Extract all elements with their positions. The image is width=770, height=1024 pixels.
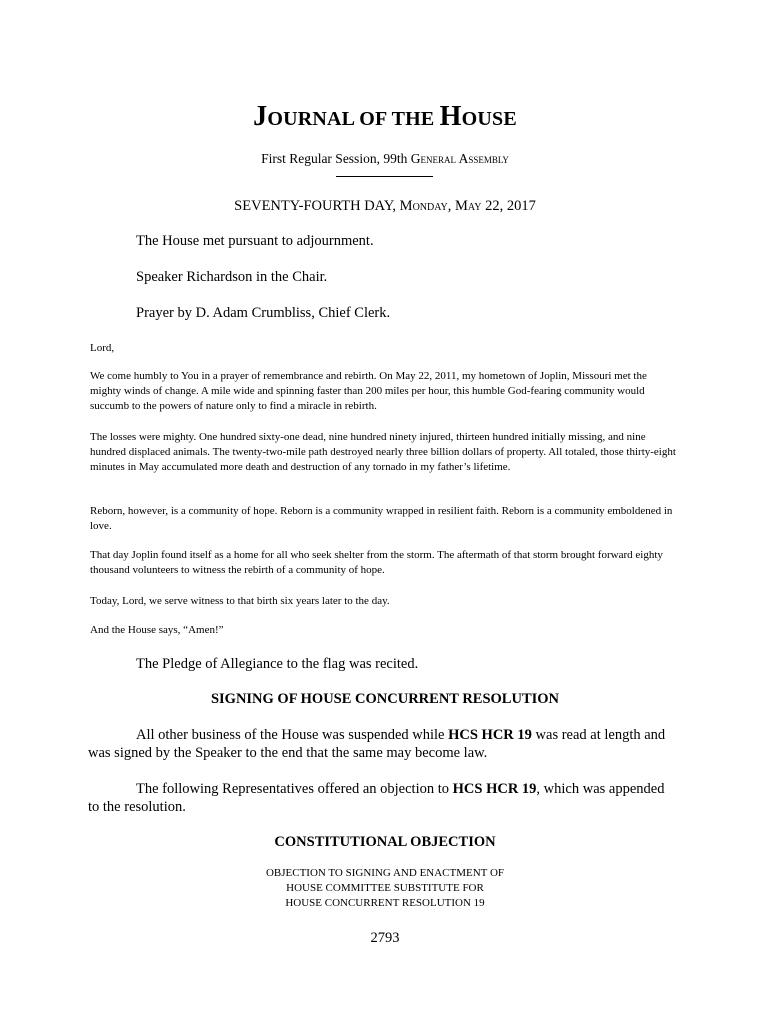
signing-heading: SIGNING OF HOUSE CONCURRENT RESOLUTION <box>210 691 560 707</box>
objection-heading: CONSTITUTIONAL OBJECTION <box>274 834 496 850</box>
intro-adjournment: The House met pursuant to adjournment. <box>136 233 374 249</box>
journal-title: JOURNAL OF THE HOUSE <box>253 101 517 132</box>
resolution-reference: HCS HCR 19 <box>448 727 532 743</box>
intro-speaker: Speaker Richardson in the Chair. <box>136 269 328 285</box>
pledge-line: The Pledge of Allegiance to the flag was recited. <box>136 656 419 672</box>
objection-line-2: HOUSE COMMITTEE SUBSTITUTE FOR <box>286 882 484 894</box>
objection-line-1: OBJECTION TO SIGNING AND ENACTMENT OF <box>265 867 505 879</box>
title-rule <box>336 176 433 177</box>
prayer-paragraph-3: Reborn, however, is a community of hope. Reborn is a community wrapped in resilient faith. Reborn is a community emboldened in love. <box>90 505 673 532</box>
objection-line-3: HOUSE CONCURRENT RESOLUTION 19 <box>285 897 485 909</box>
prayer-paragraph-1: We come humbly to You in a prayer of remembrance and rebirth. On May 22, 2011, my hometown of Joplin, Missouri met the mighty winds of change. A mile wide and spinning faster than 200 miles per hour, this humble God-fearing community would succumb to the powers of nature only to find a miracle in rebirth. <box>90 370 647 412</box>
signing-paragraph-1: All other business of the House was suspended while HCS HCR 19 was read at length and was signed by the Speaker to the end that the same may become law. <box>88 727 666 761</box>
day-line: SEVENTY-FOURTH DAY, Monday, May 22, 2017 <box>234 198 536 214</box>
prayer-salutation: Lord, <box>90 342 115 354</box>
prayer-paragraph-2: The losses were mighty. One hundred sixty-one dead, nine hundred ninety injured, thirteen hundred initially missing, and nine hundred displaced animals. The twenty-two-mile path destroyed nearly three billion dollars of property. All totaled, those thirty-eight minutes in May accumulated more death and destruction of any tornado in my father’s lifetime. <box>90 431 676 473</box>
intro-prayer-by: Prayer by D. Adam Crumbliss, Chief Clerk. <box>136 305 391 321</box>
prayer-paragraph-5: Today, Lord, we serve witness to that birth six years later to the day. <box>90 595 390 607</box>
resolution-reference: HCS HCR 19 <box>452 781 537 797</box>
signing-paragraph-2: The following Representatives offered an objection to HCS HCR 19, which was appended to the resolution. <box>88 781 665 815</box>
prayer-paragraph-4: That day Joplin found itself as a home for all who seek shelter from the storm. The aftermath of that storm brought forward eighty thousand volunteers to witness the rebirth of a community of hope. <box>90 549 663 576</box>
session-line: First Regular Session, 99th General Assembly <box>261 151 509 166</box>
page-number: 2793 <box>370 930 400 946</box>
prayer-paragraph-6: And the House says, “Amen!” <box>90 624 224 636</box>
